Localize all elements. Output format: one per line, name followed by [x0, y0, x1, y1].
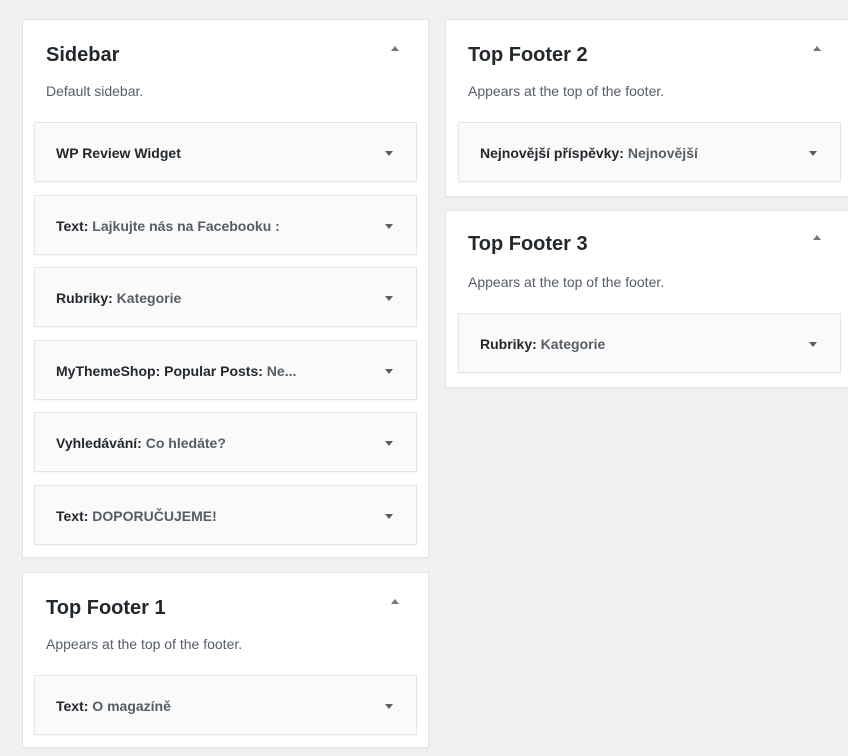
area-title: Top Footer 3 — [468, 233, 588, 255]
widget-name: Text: — [56, 218, 89, 234]
widget-in-title: DOPORUČUJEME! — [88, 508, 217, 524]
arrow-down-icon — [804, 335, 822, 353]
widget-item[interactable] — [34, 675, 417, 735]
collapse-area-button[interactable] — [807, 38, 827, 58]
widget-title — [56, 697, 366, 715]
widget-name: Rubriky: — [56, 290, 113, 306]
expand-widget-button[interactable] — [804, 144, 822, 162]
area-title: Top Footer 2 — [468, 44, 588, 66]
arrow-up-icon — [807, 227, 827, 247]
widget-item[interactable] — [34, 340, 417, 400]
widget-area-top-footer-1 — [22, 572, 429, 748]
arrow-up-icon — [385, 591, 405, 611]
collapse-area-button[interactable] — [385, 38, 405, 58]
widget-title — [56, 217, 366, 235]
widget-area-top-footer-3 — [445, 210, 848, 388]
expand-widget-button[interactable] — [380, 144, 398, 162]
widget-in-title: Lajkujte nás na Facebooku : — [88, 218, 280, 234]
widget-name: Vyhledávání: — [56, 435, 142, 451]
area-description: Appears at the top of the footer. — [468, 83, 665, 99]
widget-name: Nejnovější příspěvky: — [480, 145, 624, 161]
widget-name: Text: — [56, 508, 89, 524]
widget-name: Text: — [56, 698, 89, 714]
widget-area-sidebar — [22, 19, 429, 558]
expand-widget-button[interactable] — [380, 507, 398, 525]
arrow-down-icon — [380, 289, 398, 307]
expand-widget-button[interactable] — [380, 697, 398, 715]
expand-widget-button[interactable] — [380, 362, 398, 380]
widget-item[interactable] — [458, 122, 841, 182]
widget-in-title: Kategorie — [112, 290, 182, 306]
widget-title — [56, 144, 366, 162]
arrow-up-icon — [807, 38, 827, 58]
collapse-area-button[interactable] — [807, 227, 827, 247]
widget-area-top-footer-2 — [445, 19, 848, 197]
area-title: Sidebar — [46, 44, 120, 66]
widget-title — [56, 434, 366, 452]
widget-item[interactable] — [34, 195, 417, 255]
widget-title — [480, 144, 780, 162]
widget-in-title: Kategorie — [536, 336, 606, 352]
widget-in-title: Ne... — [262, 363, 297, 379]
widget-name: Rubriky: — [480, 336, 537, 352]
widget-title — [56, 507, 366, 525]
expand-widget-button[interactable] — [380, 289, 398, 307]
widget-title — [56, 362, 366, 380]
widget-item[interactable] — [34, 267, 417, 327]
area-description: Appears at the top of the footer. — [46, 636, 243, 652]
area-description: Appears at the top of the footer. — [468, 274, 665, 290]
arrow-down-icon — [380, 144, 398, 162]
widget-item[interactable] — [34, 485, 417, 545]
area-title: Top Footer 1 — [46, 597, 166, 619]
arrow-up-icon — [385, 38, 405, 58]
widget-title — [56, 289, 366, 307]
widget-item[interactable] — [34, 412, 417, 472]
widget-in-title: O magazíně — [88, 698, 171, 714]
widget-in-title: Co hledáte? — [141, 435, 226, 451]
arrow-down-icon — [380, 217, 398, 235]
arrow-down-icon — [804, 144, 822, 162]
arrow-down-icon — [380, 362, 398, 380]
widget-name: WP Review Widget — [56, 145, 181, 161]
widget-item[interactable] — [458, 313, 841, 373]
widget-name: MyThemeShop: Popular Posts: — [56, 363, 263, 379]
expand-widget-button[interactable] — [380, 434, 398, 452]
widget-in-title: Nejnovější — [623, 145, 698, 161]
arrow-down-icon — [380, 507, 398, 525]
expand-widget-button[interactable] — [804, 335, 822, 353]
expand-widget-button[interactable] — [380, 217, 398, 235]
widget-title — [480, 335, 780, 353]
arrow-down-icon — [380, 697, 398, 715]
arrow-down-icon — [380, 434, 398, 452]
collapse-area-button[interactable] — [385, 591, 405, 611]
area-description: Default sidebar. — [46, 83, 144, 99]
widget-item[interactable] — [34, 122, 417, 182]
